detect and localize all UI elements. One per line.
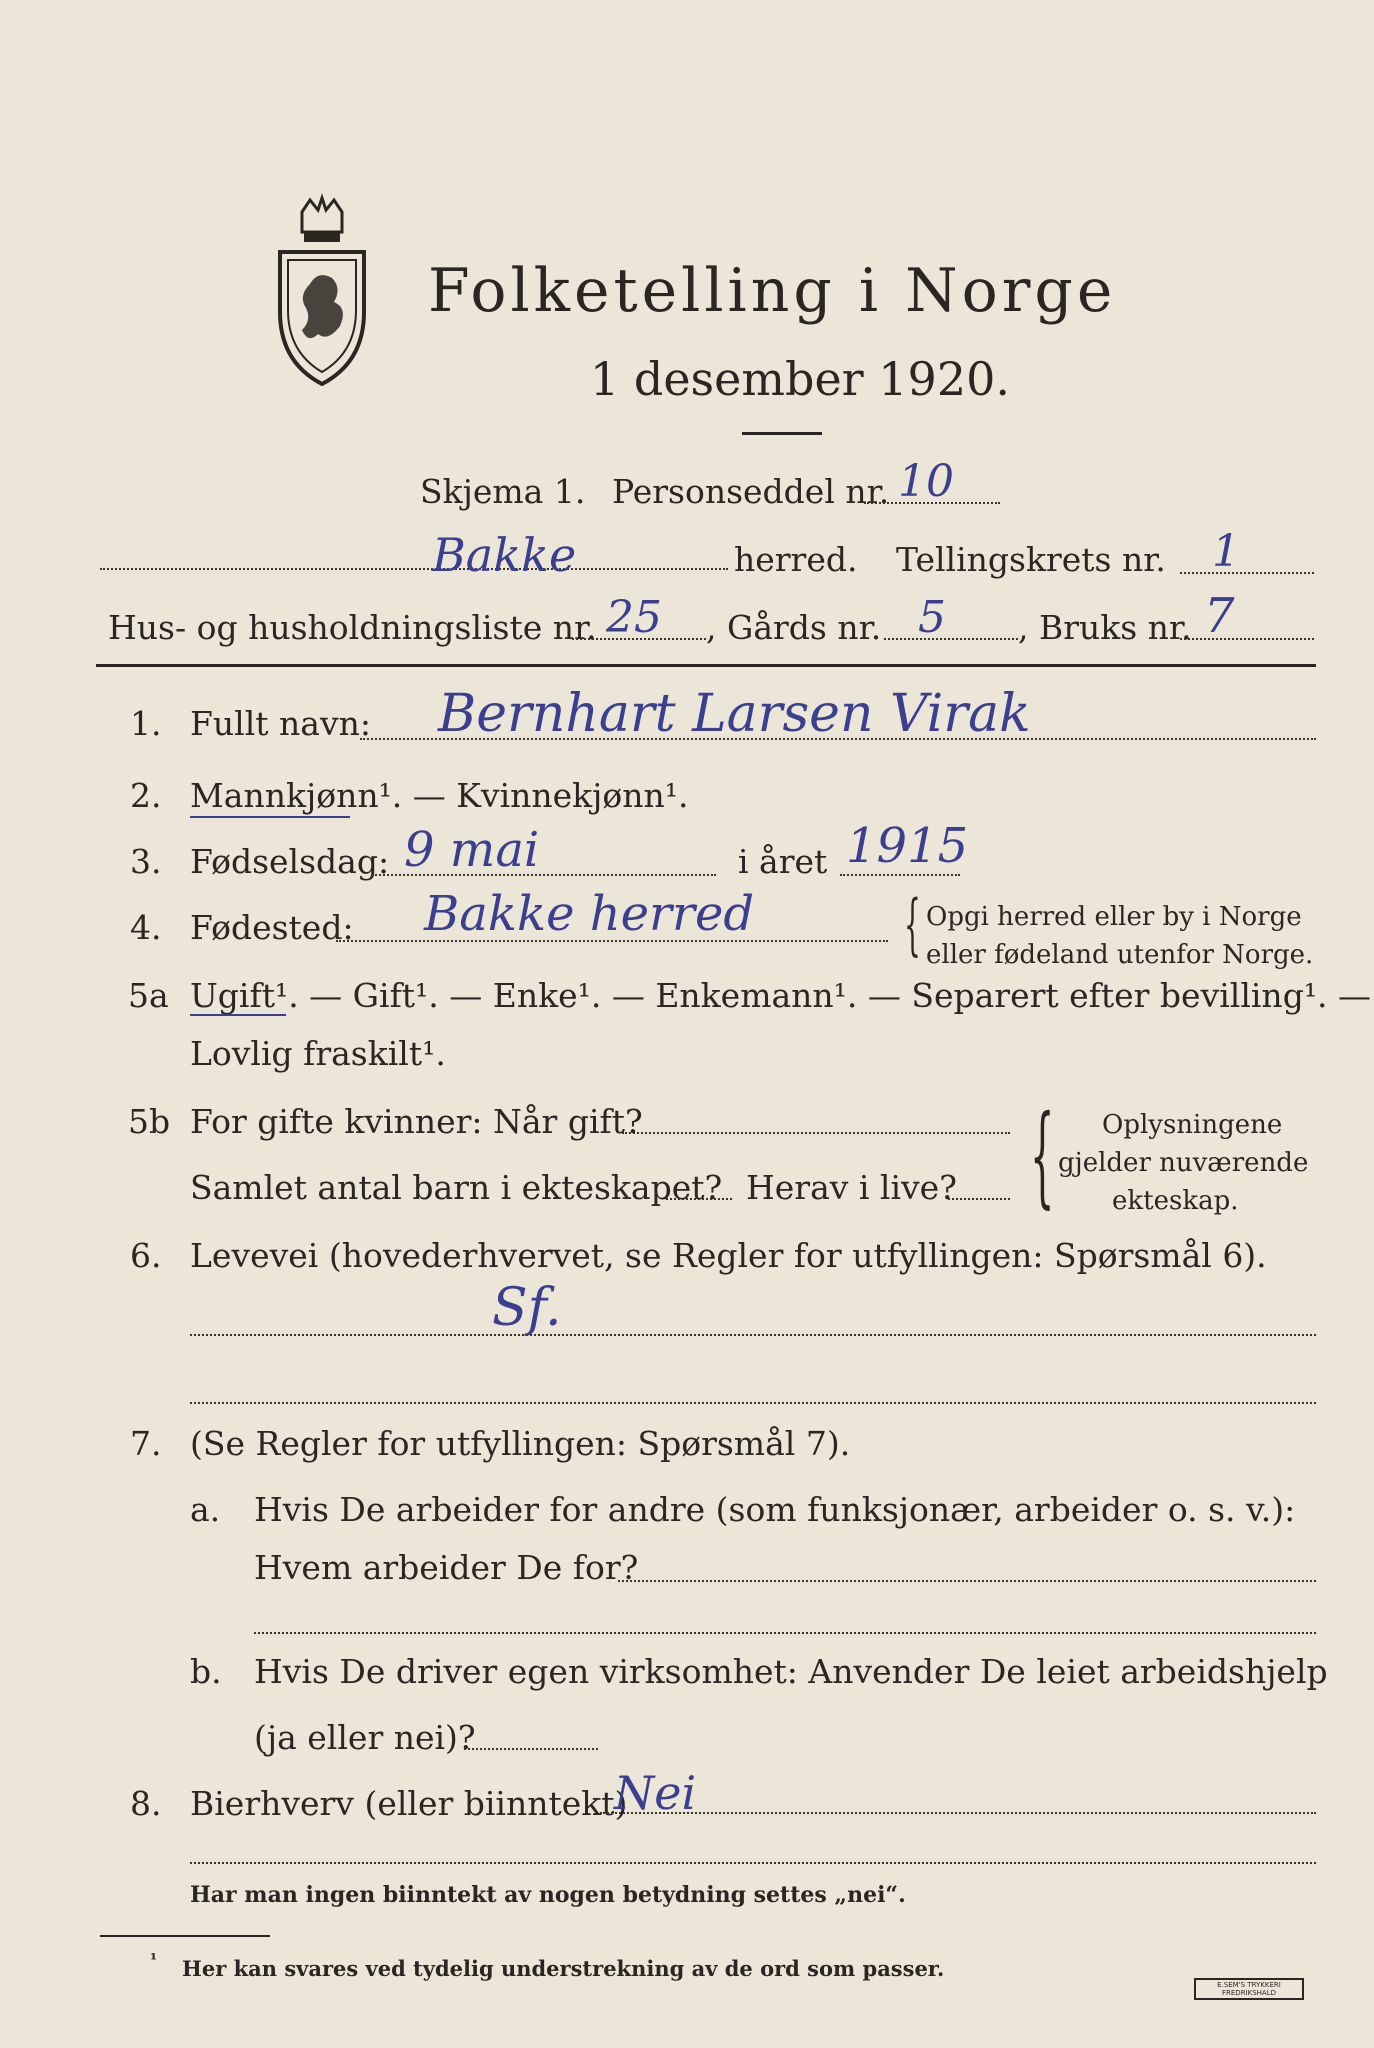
form-title: Folketelling i Norge: [428, 256, 1117, 326]
birth-year-field[interactable]: [840, 874, 960, 876]
coat-of-arms-icon: [262, 192, 382, 392]
q4-number: 4.: [130, 908, 162, 947]
q6-number: 6.: [130, 1236, 162, 1275]
birth-year-value: 1915: [846, 818, 969, 874]
census-date: 1 desember 1920.: [590, 352, 1010, 406]
marriage-note-brace: {: [1030, 1091, 1055, 1219]
birthday-value: 9 mai: [404, 822, 540, 878]
children-count-field[interactable]: [666, 1198, 732, 1200]
income-note: Har man ingen biinntekt av nogen betydning settes „nei“.: [190, 1882, 906, 1908]
q7b-line-1: Hvis De driver egen virksomhet: Anvender De leiet arbeidshjelp: [254, 1652, 1328, 1691]
bruks-value: 7: [1204, 588, 1235, 644]
hired-help-field[interactable]: [464, 1748, 598, 1750]
gender-male-underline: [190, 816, 350, 818]
q1-number: 1.: [130, 704, 162, 743]
gender-options: [190, 776, 689, 815]
footnote-rule: [100, 1935, 270, 1937]
herred-value: Bakke: [432, 528, 577, 582]
hus-value: 25: [606, 592, 662, 643]
tellingskrets-field[interactable]: [1180, 572, 1314, 574]
marital-status-options[interactable]: Ugift¹. — Gift¹. — Enke¹. — Enkemann¹. — Separert efter bevilling¹. —: [190, 976, 1372, 1015]
birthplace-brace: {: [904, 886, 921, 963]
q4-label: Fødested:: [190, 908, 354, 947]
marriage-note-1: Oplysningene: [1102, 1110, 1283, 1140]
q7b-line-2: (ja eller nei)?: [254, 1718, 476, 1757]
q3-label: Fødselsdag:: [190, 842, 390, 881]
occupation-label: Levevei (hovederhvervet, se Regler for utfyllingen: Spørsmål 6).: [190, 1236, 1267, 1275]
gender-separator: ¹. —: [378, 776, 457, 815]
personseddel-label: Personseddel nr.: [612, 472, 890, 511]
tellingskrets-value: 1: [1212, 526, 1240, 577]
bruks-field[interactable]: [1180, 638, 1314, 640]
side-income-value: Nei: [614, 1766, 697, 1820]
header-rule: [96, 664, 1316, 667]
occupation-value: Sf.: [492, 1278, 562, 1338]
q7-label: (Se Regler for utfyllingen: Spørsmål 7).: [190, 1424, 851, 1463]
title-divider: [742, 432, 822, 435]
full-name-value: Bernhart Larsen Virak: [438, 684, 1031, 744]
married-when-field[interactable]: [622, 1132, 1010, 1134]
birth-year-label: i året: [738, 842, 828, 881]
employer-field-1[interactable]: [618, 1580, 1316, 1582]
q7a-line-2: Hvem arbeider De for?: [254, 1548, 639, 1587]
unmarried-underline: [190, 1014, 286, 1016]
birthplace-note-1: Opgi herred eller by i Norge: [926, 902, 1302, 932]
occupation-field-2[interactable]: [190, 1402, 1316, 1404]
bruks-label: , Bruks nr.: [1018, 608, 1192, 647]
hus-label: Hus- og husholdningsliste nr.: [108, 608, 597, 647]
q2-number: 2.: [130, 776, 162, 815]
q1-label: Fullt navn:: [190, 704, 371, 743]
children-alive-field[interactable]: [948, 1198, 1010, 1200]
marriage-note-3: ekteskap.: [1112, 1186, 1239, 1216]
herred-field[interactable]: [100, 568, 728, 570]
q5b-number: 5b: [128, 1102, 171, 1141]
children-alive-label: Herav i live?: [746, 1168, 957, 1207]
occupation-field-1[interactable]: [190, 1334, 1316, 1336]
schema-label: Skjema 1.: [420, 472, 586, 511]
gender-end: ¹.: [664, 776, 689, 815]
gender-female-option[interactable]: Kvinnekjønn: [456, 776, 665, 815]
q5a-number: 5a: [128, 976, 169, 1015]
personseddel-value: 10: [898, 456, 954, 507]
herred-label: herred.: [734, 540, 858, 579]
marriage-note-2: gjelder nuværende: [1058, 1148, 1309, 1178]
birthplace-note-2: eller fødeland utenfor Norge.: [926, 940, 1314, 970]
employer-field-2[interactable]: [254, 1632, 1316, 1634]
q7a-number: a.: [190, 1490, 221, 1529]
q7-number: 7.: [130, 1424, 162, 1463]
q8-number: 8.: [130, 1784, 162, 1823]
q3-number: 3.: [130, 842, 162, 881]
q7a-line-1: Hvis De arbeider for andre (som funksjonær, arbeider o. s. v.):: [254, 1490, 1296, 1529]
footnote-marker: ¹: [150, 1950, 158, 1969]
married-when-label: For gifte kvinner: Når gift?: [190, 1102, 643, 1141]
printer-stamp: E.SEM'S TRYKKERI FREDRIKSHALD: [1194, 1978, 1304, 2000]
footnote-text: Her kan svares ved tydelig understrekning av de ord som passer.: [182, 1956, 945, 1981]
birthplace-value: Bakke herred: [424, 886, 755, 942]
marital-status-options-2[interactable]: Lovlig fraskilt¹.: [190, 1034, 446, 1073]
gards-label: , Gårds nr.: [706, 608, 882, 647]
gender-male-option[interactable]: Mannkjønn: [190, 776, 379, 815]
side-income-label: Bierhverv (eller biinntekt): [190, 1784, 628, 1823]
side-income-field-1[interactable]: [600, 1812, 1316, 1814]
side-income-field-2[interactable]: [190, 1862, 1316, 1864]
gards-value: 5: [918, 592, 946, 643]
tellingskrets-label: Tellingskrets nr.: [896, 540, 1166, 579]
q7b-number: b.: [190, 1652, 222, 1691]
children-count-label: Samlet antal barn i ekteskapet?: [190, 1168, 723, 1207]
gards-field[interactable]: [884, 638, 1018, 640]
